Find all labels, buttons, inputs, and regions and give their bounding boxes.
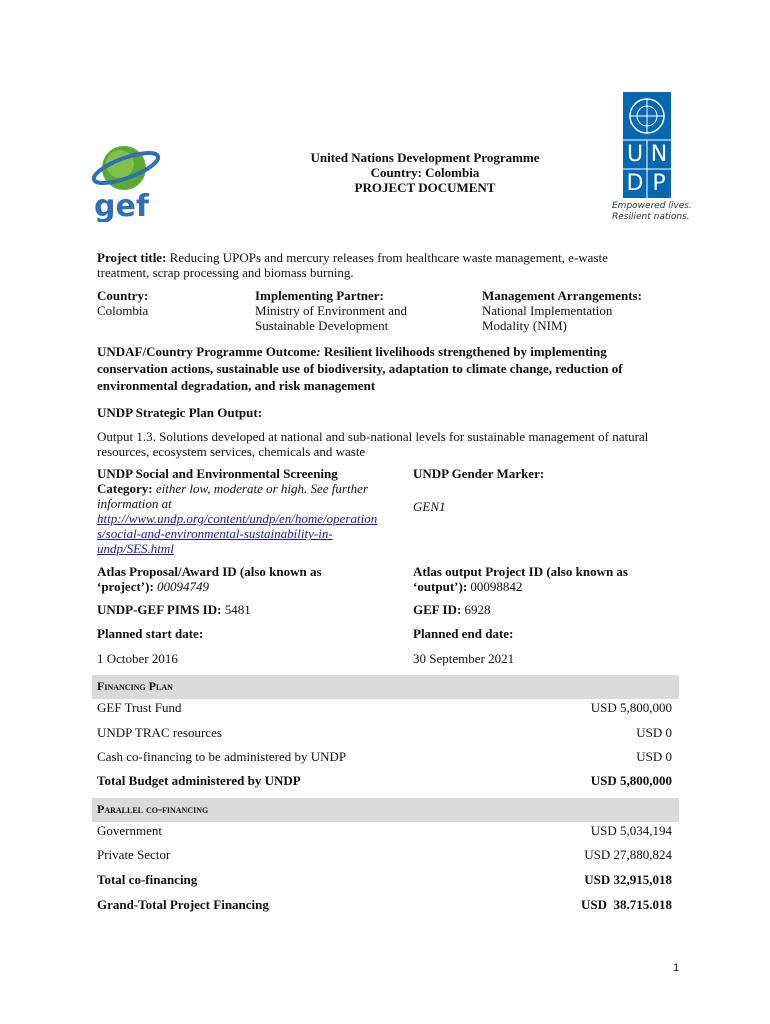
parallel-header: Parallel co-financing: [97, 802, 209, 816]
undp-logo: [623, 92, 671, 198]
end-date-value: 30 September 2021: [413, 651, 515, 666]
project-title: Project title: Reducing UPOPs and mercury releases from healthcare waste management, e-waste treatment, scrap processing and biomass burning.: [97, 250, 608, 280]
country-line: Country: Colombia: [370, 165, 480, 180]
total-budget-label: Total Budget administered by UNDP: [97, 773, 301, 788]
ses-link-cont[interactable]: s/social-and-environmental-sustainability-in-: [97, 526, 333, 541]
total-cofinancing-value: USD 32,915,018: [584, 872, 672, 887]
financing-row-value: USD 5,800,000: [590, 700, 672, 715]
ses-link[interactable]: http://www.undp.org/content/undp/en/home/operation: [97, 511, 378, 526]
financing-header: Financing Plan: [97, 679, 173, 693]
undp-letter-d: D: [626, 171, 644, 196]
gender-value: GEN1: [413, 499, 446, 514]
grand-total-value: USD 38.715.018: [580, 897, 672, 912]
undp-letter-u: U: [626, 142, 644, 167]
start-date-value: 1 October 2016: [97, 651, 178, 666]
total-cofinancing-label: Total co-financing: [97, 872, 198, 887]
gender-label: UNDP Gender Marker:: [413, 466, 545, 481]
financing-row-label: GEF Trust Fund: [97, 700, 182, 715]
gef-globe-icon: [86, 138, 166, 222]
financing-row-value: USD 0: [636, 725, 672, 740]
svg-text:gef: gef: [94, 189, 149, 222]
gef-logo: [86, 138, 166, 222]
doc-header: [270, 150, 580, 195]
undaf-outcome: UNDAF/Country Programme Outcome: Resilient livelihoods strengthened by implementing conservation actions, sustainable use of biodiversity, adaptation to climate change, reduction of environmental degradation, and risk management: [97, 344, 623, 393]
end-date-label: Planned end date:: [413, 626, 514, 641]
financing-row-label: UNDP TRAC resources: [97, 725, 222, 740]
ses-link-end[interactable]: undp/SES.html: [97, 541, 174, 556]
start-date-label: Planned start date:: [97, 626, 204, 641]
management-block: Management Arrangements: National Implementation Modality (NIM): [482, 288, 642, 333]
strategic-label: UNDP Strategic Plan Output:: [97, 405, 263, 420]
org-line: United Nations Development Programme: [310, 150, 540, 165]
parallel-row-label: Government: [97, 823, 162, 838]
financing-row-value: USD 0: [636, 749, 672, 764]
parallel-row-label: Private Sector: [97, 847, 171, 862]
doc-type: PROJECT DOCUMENT: [354, 180, 496, 195]
undp-tagline: Empowered lives. Resilient nations.: [612, 201, 692, 222]
gef-id: GEF ID: 6928: [413, 602, 491, 617]
financing-header-bar: [92, 675, 679, 699]
parallel-row-value: USD 27,880,824: [584, 847, 672, 862]
page-number: 1: [673, 962, 680, 974]
atlas-award: Atlas Proposal/Award ID (also known as ‘project’): 00094749: [97, 564, 322, 594]
parallel-row-value: USD 5,034,194: [590, 823, 672, 838]
atlas-output: Atlas output Project ID (also known as ‘output’): 00098842: [413, 564, 628, 594]
financing-row-label: Cash co-financing to be administered by UNDP: [97, 749, 347, 764]
undp-letter-n: N: [650, 142, 668, 167]
total-budget-value: USD 5,800,000: [590, 773, 672, 788]
grand-total-label: Grand-Total Project Financing: [97, 897, 269, 912]
strategic-text: Output 1.3. Solutions developed at national and sub-national levels for sustainable management of natural resources, ecosystem services, chemicals and waste: [97, 429, 649, 459]
undp-letter-p: P: [652, 171, 666, 196]
country-block: Country: Colombia: [97, 288, 149, 318]
screening-block: UNDP Social and Environmental Screening Category: either low, moderate or high. See further information at http://www.undp.org/content/undp/en/home/operation s/social-and-environmental-sustainability-in- undp/SES.html: [97, 466, 378, 556]
partner-block: Implementing Partner: Ministry of Environment and Sustainable Development: [255, 288, 408, 333]
pims-id: UNDP-GEF PIMS ID: 5481: [97, 602, 251, 617]
